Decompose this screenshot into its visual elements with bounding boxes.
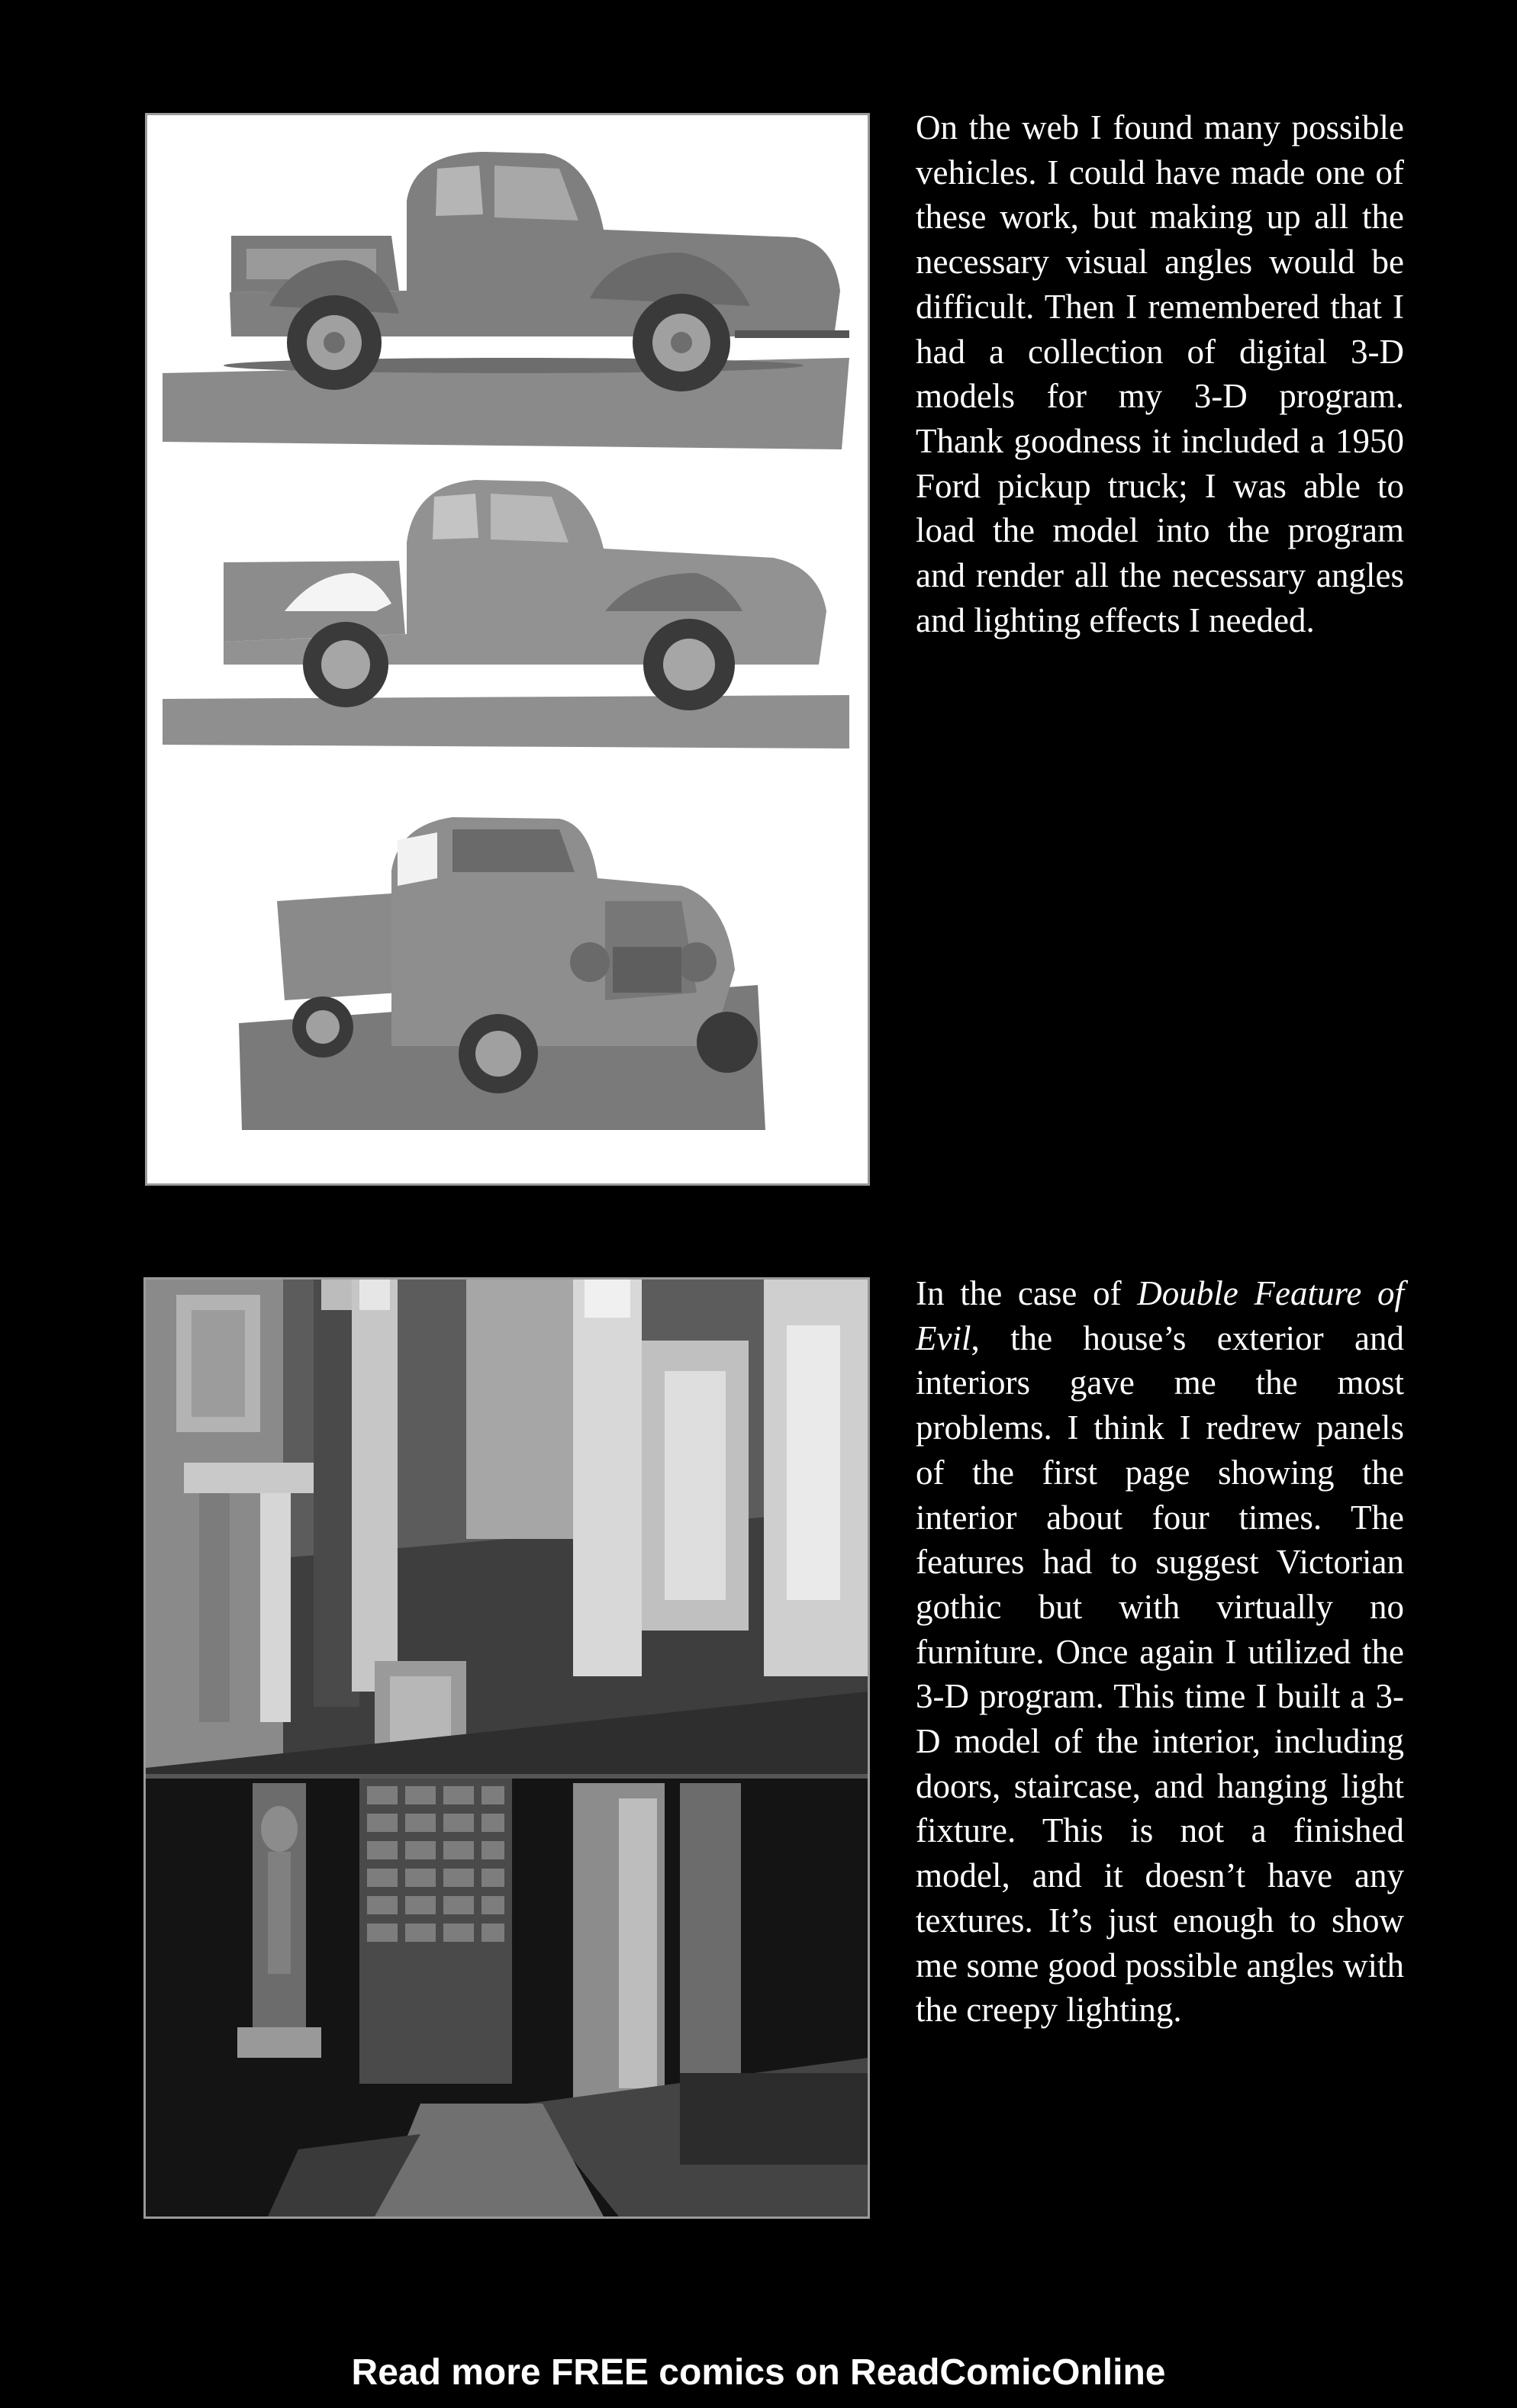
truck-render-side-2 (163, 480, 849, 748)
truck-render-side-1 (163, 152, 849, 449)
truck-renders-image (145, 113, 870, 1186)
caption-text-before-title: In the case of (916, 1274, 1138, 1312)
truck-render-front (239, 817, 765, 1130)
interior-renders-image (143, 1277, 870, 2219)
caption-text-after-title: , the house’s exterior and interiors gave me the most problems. I think I redrew panels of the first page showing the interior about four times. The features had to suggest Victorian gothic but with virtually no furniture. Once again I utilized the 3-D program. This time I built a 3-D model of the interior, including doors, staircase, and hanging light fixture. This is not a finished model, and it doesn’t have any textures. It’s just enough to show me some good possible angles with the creepy lighting. (916, 1318, 1404, 2030)
interior-render-upper (146, 1280, 868, 1775)
footer-promo-link[interactable]: Read more FREE comics on ReadComicOnline (351, 2352, 1166, 2393)
interior-render-lower (146, 1774, 868, 2216)
truck-caption-paragraph: On the web I found many possible vehicles. I could have made one of these work, but making up all the necessary visual angles would be difficult. Then I remembered that I had a collection of digital 3-D models for my 3-D program. Thank goodness it included a 1950 Ford pickup truck; I was able to load the model into the program and render all the necessary angles and lighting effects I needed. (916, 108, 1404, 639)
book-title: Double Feature of Evil (916, 1274, 1404, 1357)
interior-caption-paragraph (916, 1271, 1404, 2033)
